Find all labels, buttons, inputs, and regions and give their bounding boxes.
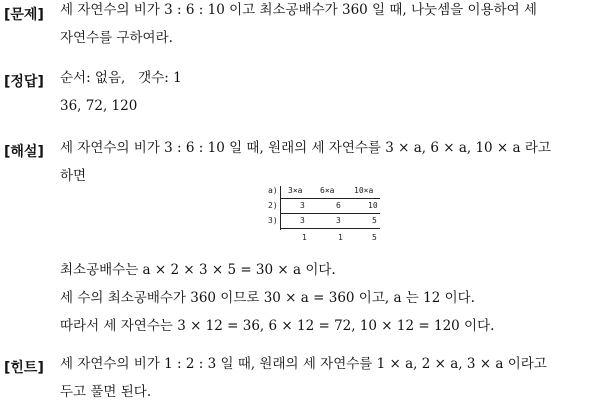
hint-line-2: 두고 풀면 된다. <box>60 384 152 400</box>
diagram-cell: 3 <box>336 216 341 225</box>
diagram-cell: 1 <box>302 233 307 242</box>
problem-line-2: 자연수를 구하여라. <box>60 30 173 46</box>
diagram-rule <box>280 228 380 229</box>
solution-lcm-line: 최소공배수는 a × 2 × 3 × 5 = 30 × a 이다. <box>60 262 336 278</box>
diagram-cell: 6 <box>336 201 341 210</box>
answer-label: [정답] <box>4 74 44 90</box>
diagram-bracket <box>280 186 281 230</box>
solution-line-1: 세 자연수의 비가 3 : 6 : 10 일 때, 원래의 세 자연수를 3 × a, 6 × a, 10 × a 라고 <box>60 140 551 156</box>
answer-order-count: 순서: 없음, 갯수: 1 <box>60 70 182 86</box>
diagram-cell: 10×a <box>354 186 374 195</box>
diagram-cell: 3 <box>300 216 305 225</box>
solution-result-line: 따라서 세 자연수는 3 × 12 = 36, 6 × 12 = 72, 10 × 12 = 120 이다. <box>60 318 495 334</box>
diagram-cell: 3×a <box>288 186 303 195</box>
solution-label: [해설] <box>4 144 44 160</box>
answer-values: 36, 72, 120 <box>60 98 138 114</box>
diagram-cell: 5 <box>372 233 377 242</box>
diagram-divisor: 2) <box>268 201 278 210</box>
diagram-cell: 3 <box>300 201 305 210</box>
diagram-rule <box>280 198 380 199</box>
problem-line-1: 세 자연수의 비가 3 : 6 : 10 이고 최소공배수가 360 일 때, 나눗셈을 이용하여 세 <box>60 2 537 18</box>
solution-a-line: 세 수의 최소공배수가 360 이므로 30 × a = 360 이고, a 는 12 이다. <box>60 290 475 306</box>
division-diagram <box>268 186 388 250</box>
diagram-cell: 1 <box>338 233 343 242</box>
problem-label: [문제] <box>4 7 44 23</box>
diagram-divisor: 3) <box>268 216 278 225</box>
diagram-cell: 5 <box>372 216 377 225</box>
diagram-cell: 10 <box>368 201 378 210</box>
diagram-divisor: a) <box>268 186 278 195</box>
solution-line-2: 하면 <box>60 168 87 184</box>
hint-line-1: 세 자연수의 비가 1 : 2 : 3 일 때, 원래의 세 자연수를 1 × a, 2 × a, 3 × a 이라고 <box>60 356 547 372</box>
hint-label: [힌트] <box>4 360 44 376</box>
diagram-rule <box>280 213 380 214</box>
diagram-cell: 6×a <box>320 186 335 195</box>
